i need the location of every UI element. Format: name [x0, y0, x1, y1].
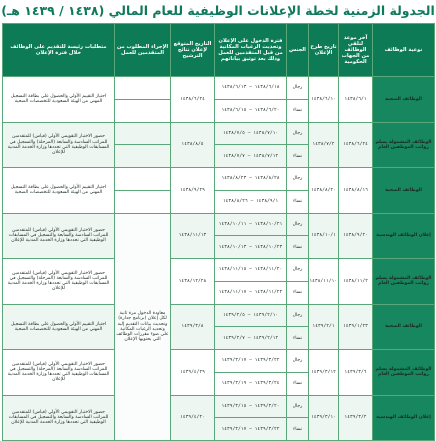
- deadline-cell: ١٤٣٨/٦/١: [339, 77, 373, 123]
- procedure-blank-cell: [115, 77, 171, 100]
- entry-period-cell: ١٤٣٨/١١/٢٢ – ١٤٣٨/١١/١٧: [215, 281, 287, 304]
- table-row: [3, 259, 435, 282]
- posting-date-cell: ١٤٣٨/١٠/١: [309, 213, 339, 259]
- requirements-cell: حضور الاختبار التقويمي الأولي (قياس) للمتقدمين للمراتب السادسة والسابعة والتسجيل في المسابقات الوظيفية التي تحددها وزارة الخدمة المدنية للإعلان: [3, 213, 115, 259]
- table-row: [3, 213, 435, 236]
- entry-period-cell: ١٤٣٨/١١/٢٠ – ١٤٣٨/١١/١٥: [215, 259, 287, 282]
- requirements-cell: حضور الاختبار التقويمي الأولي (قياس) للمتقدمين للمراتب السادسة والسابعة والتسجيل في المسابقات الوظيفية التي تحددها وزارة الخدمة المدنية للإعلان: [3, 395, 115, 441]
- posting-date-cell: ١٤٣٨/١١/١٠: [309, 259, 339, 305]
- gender-cell: نساء: [287, 327, 309, 350]
- deadline-cell: ١٤٣٩/٣/٢: [339, 395, 373, 441]
- requirements-cell: حضور الاختبار التقويمي الأولي (قياس) للمتقدمين للمراتب السادسة والسابعة (المرحلة) والتسجيل في المسابقات الوظيفية التي تحددها وزارة الخدمة المدنية للإعلان: [3, 122, 115, 168]
- results-date-cell: ١٤٣٩/٣/٨: [171, 304, 215, 350]
- results-date-cell: ١٤٣٩/٤/٢٩: [171, 350, 215, 396]
- posting-date-cell: ١٤٣٩/٣/١٢: [309, 350, 339, 396]
- gender-cell: رجال: [287, 77, 309, 100]
- entry-period-cell: ١٤٣٨/٦/٢٠ – ١٤٣٨/٦/١٥: [215, 99, 287, 122]
- gender-cell: رجال: [287, 122, 309, 145]
- requirements-cell: اجتياز التقييم الأولي والحصول على بطاقة التسجيل المهني من الهيئة السعودية للتخصصات الصحية: [3, 168, 115, 214]
- header-results-date: التاريخ المتوقع لإعلان نتائج الترشيح: [171, 24, 215, 77]
- entry-period-cell: ١٤٣٨/٦/١٨ – ١٤٣٨/٦/١٣: [215, 77, 287, 100]
- procedure-cell: معاودة الدخول مرة ثانية لكل إعلان (برنامج جدارة) وتحديث بيانات التقديم إليه وتحديد الرغبات المكانية على ضوء مقررات الوظائف التي يحتويها الإعلان: [115, 213, 171, 441]
- entry-period-cell: ١٤٣٨/٨/٢٨ – ١٤٣٨/٨/٢٣: [215, 168, 287, 191]
- entry-period-cell: ١٤٣٨/١٠/٢١ – ١٤٣٨/١٠/١١: [215, 213, 287, 236]
- procedure-blank-cell: [115, 145, 171, 168]
- table-row: [3, 77, 435, 100]
- results-date-cell: ١٤٣٨/٦/٢٤: [171, 77, 215, 123]
- results-date-cell: ١٤٣٩/٤/٢٠: [171, 395, 215, 441]
- posting-date-cell: ١٤٣٩/٢/١: [309, 304, 339, 350]
- entry-period-cell: ١٤٣٩/٣/٢٢ – ١٤٣٩/٣/١٧: [215, 418, 287, 441]
- header-job-type: نوعية الوظائف: [373, 24, 435, 77]
- deadline-cell: ١٤٣٩/١/٢٣: [339, 304, 373, 350]
- gender-cell: نساء: [287, 236, 309, 259]
- table-row: [3, 395, 435, 418]
- posting-date-cell: ١٤٣٨/٦/١٠: [309, 77, 339, 123]
- requirements-cell: حضور الاختبار التقويمي الأولي (قياس) للمتقدمين للمراتب السادسة والسابعة (المرحلة) والتسجيل في المسابقات الوظيفية التي تحددها وزارة الخدمة المدنية للإعلان: [3, 350, 115, 396]
- job-type-cell: الوظائف المشمولة بسلم رواتب الموظفين العام: [373, 122, 435, 168]
- results-date-cell: ١٤٣٨/١١/١٣: [171, 213, 215, 259]
- page-title: الجدولة الزمنية لخطة الإعلانات الوظيفية للعام المالي (١٤٣٨ / ١٤٣٩ هـ): [1, 3, 435, 18]
- entry-period-cell: ١٤٣٩/٣/٢٤ – ١٤٣٩/٣/١٩: [215, 372, 287, 395]
- posting-date-cell: ١٤٣٩/٣/١٠: [309, 395, 339, 441]
- entry-period-cell: ١٤٣٩/٣/٢٠ – ١٤٣٩/٣/١٥: [215, 395, 287, 418]
- gender-cell: نساء: [287, 190, 309, 213]
- header-row: [3, 24, 435, 77]
- entry-period-cell: ١٤٣٨/٧/١٠ – ١٤٣٨/٧/٥: [215, 122, 287, 145]
- deadline-cell: ١٤٣٩/٣/٦: [339, 350, 373, 396]
- header-deadline: آخر موعد لتلقي الوظائف من الجهات الحكومية: [339, 24, 373, 77]
- table-row: [3, 122, 435, 145]
- entry-period-cell: ١٤٣٩/٢/١٠ – ١٤٣٩/٢/٥: [215, 304, 287, 327]
- header-posting-date: تاريخ طرح الإعلان: [309, 24, 339, 77]
- job-type-cell: إعلان الوظائف الهندسية: [373, 395, 435, 441]
- procedure-blank-cell: [115, 122, 171, 145]
- gender-cell: رجال: [287, 168, 309, 191]
- job-type-cell: الوظائف المشمولة بسلم رواتب الموظفين العام: [373, 259, 435, 305]
- job-type-cell: الوظائف المشمولة بسلم رواتب الموظفين العام: [373, 350, 435, 396]
- header-gender: الجنس: [287, 24, 309, 77]
- requirements-cell: اجتياز التقييم الأولي والحصول على بطاقة التسجيل المهني من الهيئة السعودية للتخصصات الصحية: [3, 77, 115, 123]
- header-requirements: متطلبات رئيسة للتقديم على الوظائف خلال فترة الإعلان: [3, 24, 115, 77]
- gender-cell: نساء: [287, 418, 309, 441]
- job-type-cell: إعلان الوظائف الهندسية: [373, 213, 435, 259]
- gender-cell: رجال: [287, 213, 309, 236]
- posting-date-cell: ١٤٣٨/٨/٢٠: [309, 168, 339, 214]
- job-type-cell: الوظائف الصحية: [373, 168, 435, 214]
- gender-cell: نساء: [287, 145, 309, 168]
- job-type-cell: الوظائف الصحية: [373, 77, 435, 123]
- results-date-cell: ١٤٣٨/٩/٢٩: [171, 168, 215, 214]
- table-row: [3, 350, 435, 373]
- schedule-table: [2, 23, 435, 441]
- gender-cell: نساء: [287, 99, 309, 122]
- header-procedure: الإجراء المطلوب من المتقدمين للعمل: [115, 24, 171, 77]
- deadline-cell: ١٤٣٨/٦/٢٤: [339, 122, 373, 168]
- results-date-cell: ١٤٣٨/١٢/٢٨: [171, 259, 215, 305]
- schedule-body: [3, 77, 435, 441]
- table-row: [3, 168, 435, 191]
- entry-period-cell: ١٤٣٩/٢/١٢ – ١٤٣٩/٢/٧: [215, 327, 287, 350]
- procedure-blank-cell: [115, 99, 171, 122]
- deadline-cell: ١٤٣٨/١١/٢: [339, 259, 373, 305]
- header-entry-period: فترة الدخول على الإعلان وتحديث الرغبات المكانية من قبل المتقدمين للعمل وذلك بعد توثيق بياناتهم: [215, 24, 287, 77]
- procedure-blank-cell: [115, 190, 171, 213]
- procedure-blank-cell: [115, 168, 171, 191]
- gender-cell: نساء: [287, 281, 309, 304]
- entry-period-cell: ١٤٣٩/٣/٢٢ – ١٤٣٩/٣/١٧: [215, 350, 287, 373]
- deadline-cell: ١٤٣٨/٨/١٦: [339, 168, 373, 214]
- entry-period-cell: ١٤٣٨/١٠/٢٣ – ١٤٣٨/١٠/١٣: [215, 236, 287, 259]
- gender-cell: رجال: [287, 350, 309, 373]
- gender-cell: رجال: [287, 304, 309, 327]
- entry-period-cell: ١٤٣٨/٧/١٢ – ١٤٣٨/٧/٧: [215, 145, 287, 168]
- deadline-cell: ١٤٣٨/٩/٢٠: [339, 213, 373, 259]
- gender-cell: رجال: [287, 395, 309, 418]
- results-date-cell: ١٤٣٨/٨/٥: [171, 122, 215, 168]
- table-row: [3, 304, 435, 327]
- requirements-cell: حضور الاختبار التقويمي الأولي (قياس) للمتقدمين للمراتب السادسة والسابعة (المرحلة) والتسجيل في المسابقات الوظيفية التي تحددها وزارة الخدمة المدنية للإعلان: [3, 259, 115, 305]
- gender-cell: نساء: [287, 372, 309, 395]
- job-type-cell: الوظائف الصحية: [373, 304, 435, 350]
- gender-cell: رجال: [287, 259, 309, 282]
- entry-period-cell: ١٤٣٨/٩/١ – ١٤٣٨/٨/٢٦: [215, 190, 287, 213]
- requirements-cell: اجتياز التقييم الأولي والحصول على بطاقة التسجيل المهني من الهيئة السعودية للتخصصات الصحية: [3, 304, 115, 350]
- posting-date-cell: ١٤٣٨/٧/٢: [309, 122, 339, 168]
